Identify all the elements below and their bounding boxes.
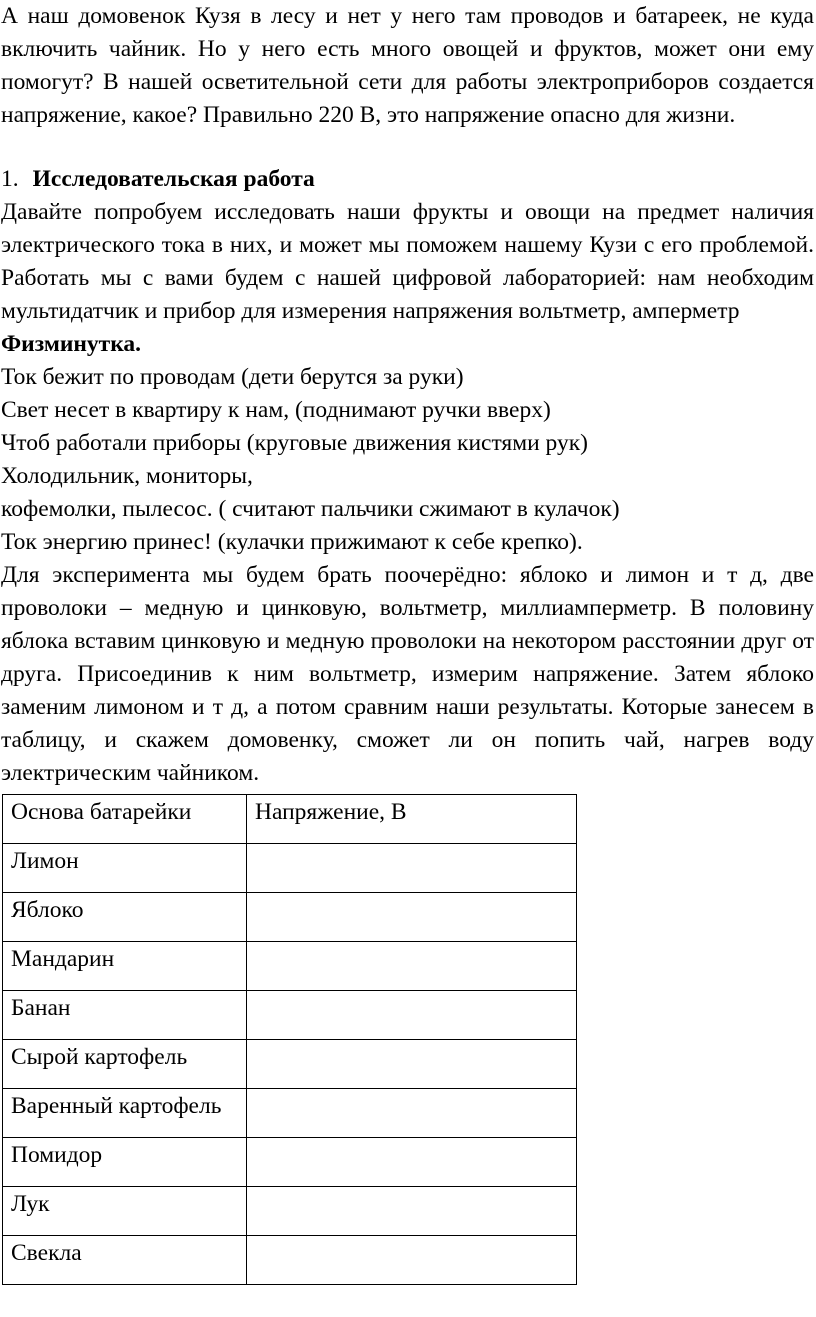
table-cell: Мандарин — [3, 942, 247, 991]
verse-line: Чтоб работали приборы (круговые движения кистями рук) — [1, 430, 588, 456]
table-row — [3, 1236, 577, 1285]
table-cell — [247, 1138, 577, 1187]
table-row — [3, 1040, 577, 1089]
table-cell: Свекла — [3, 1236, 247, 1285]
table-cell: Лук — [3, 1187, 247, 1236]
table-cell — [247, 942, 577, 991]
table-cell — [247, 844, 577, 893]
verse-line: кофемолки, пылесос. ( считают пальчики сжимают в кулачок) — [1, 496, 620, 522]
table-cell — [247, 893, 577, 942]
intro-paragraph: А наш домовенок Кузя в лесу и нет у него там проводов и батареек, не куда включить чайник. Но у него есть много овощей и фруктов, может они ему помогут? В нашей осветительной сети для работы электроприборов создается напряжение, какое? Правильно 220 В, это напряжение опасно для жизни. — [1, 3, 814, 128]
paragraph-spacer — [1, 132, 814, 163]
table-header-row — [3, 795, 577, 844]
section-paragraph: Давайте попробуем исследовать наши фрукты и овощи на предмет наличия электрического тока в них, и может мы поможем нашему Кузи с его проблемой. Работать мы с вами будем с нашей цифровой лабораторией: нам необходим мультидатчик и прибор для измерения напряжения вольтметр, амперметр — [1, 199, 814, 324]
table-cell — [247, 1187, 577, 1236]
verse-line: Ток бежит по проводам (дети берутся за руки) — [1, 364, 464, 390]
table-row — [3, 1187, 577, 1236]
table-row — [3, 942, 577, 991]
table-cell: Лимон — [3, 844, 247, 893]
table-cell — [247, 1089, 577, 1138]
table-header-cell: Напряжение, В — [247, 795, 577, 844]
verse-line: Свет несет в квартиру к нам, (поднимают ручки вверх) — [1, 397, 551, 423]
table-row — [3, 1089, 577, 1138]
table-row — [3, 1138, 577, 1187]
table-cell — [247, 1236, 577, 1285]
section-number: 1. — [1, 166, 19, 192]
fizminutka-title: Физминутка. — [1, 331, 142, 357]
table-header-cell: Основа батарейки — [3, 795, 247, 844]
verse-line: Холодильник, мониторы, — [1, 463, 253, 489]
verse-line: Ток энергию принес! (кулачки прижимают к себе крепко). — [1, 529, 583, 555]
table-row — [3, 893, 577, 942]
table-cell: Варенный картофель — [3, 1089, 247, 1138]
results-table — [2, 794, 577, 1285]
table-cell: Сырой картофель — [3, 1040, 247, 1089]
table-cell: Банан — [3, 991, 247, 1040]
fizminutka-verse — [1, 361, 814, 559]
table-cell: Помидор — [3, 1138, 247, 1187]
section-title: Исследовательская работа — [32, 166, 315, 192]
experiment-paragraph: Для эксперимента мы будем брать поочерёдно: яблоко и лимон и т д, две проволоки – медную и цинковую, вольтметр, миллиамперметр. В половину яблока вставим цинковую и медную проволоки на некотором расстоянии друг от друга. Присоединив к ним вольтметр, измерим напряжение. Затем яблоко заменим лимоном и т д, а потом сравним наши результаты. Которые занесем в таблицу, и скажем домовенку, сможет ли он попить чай, нагрев воду электрическим чайником. — [1, 562, 814, 786]
section-heading — [1, 163, 814, 196]
table-cell — [247, 991, 577, 1040]
table-row — [3, 844, 577, 893]
table-row — [3, 991, 577, 1040]
table-cell — [247, 1040, 577, 1089]
table-cell: Яблоко — [3, 893, 247, 942]
